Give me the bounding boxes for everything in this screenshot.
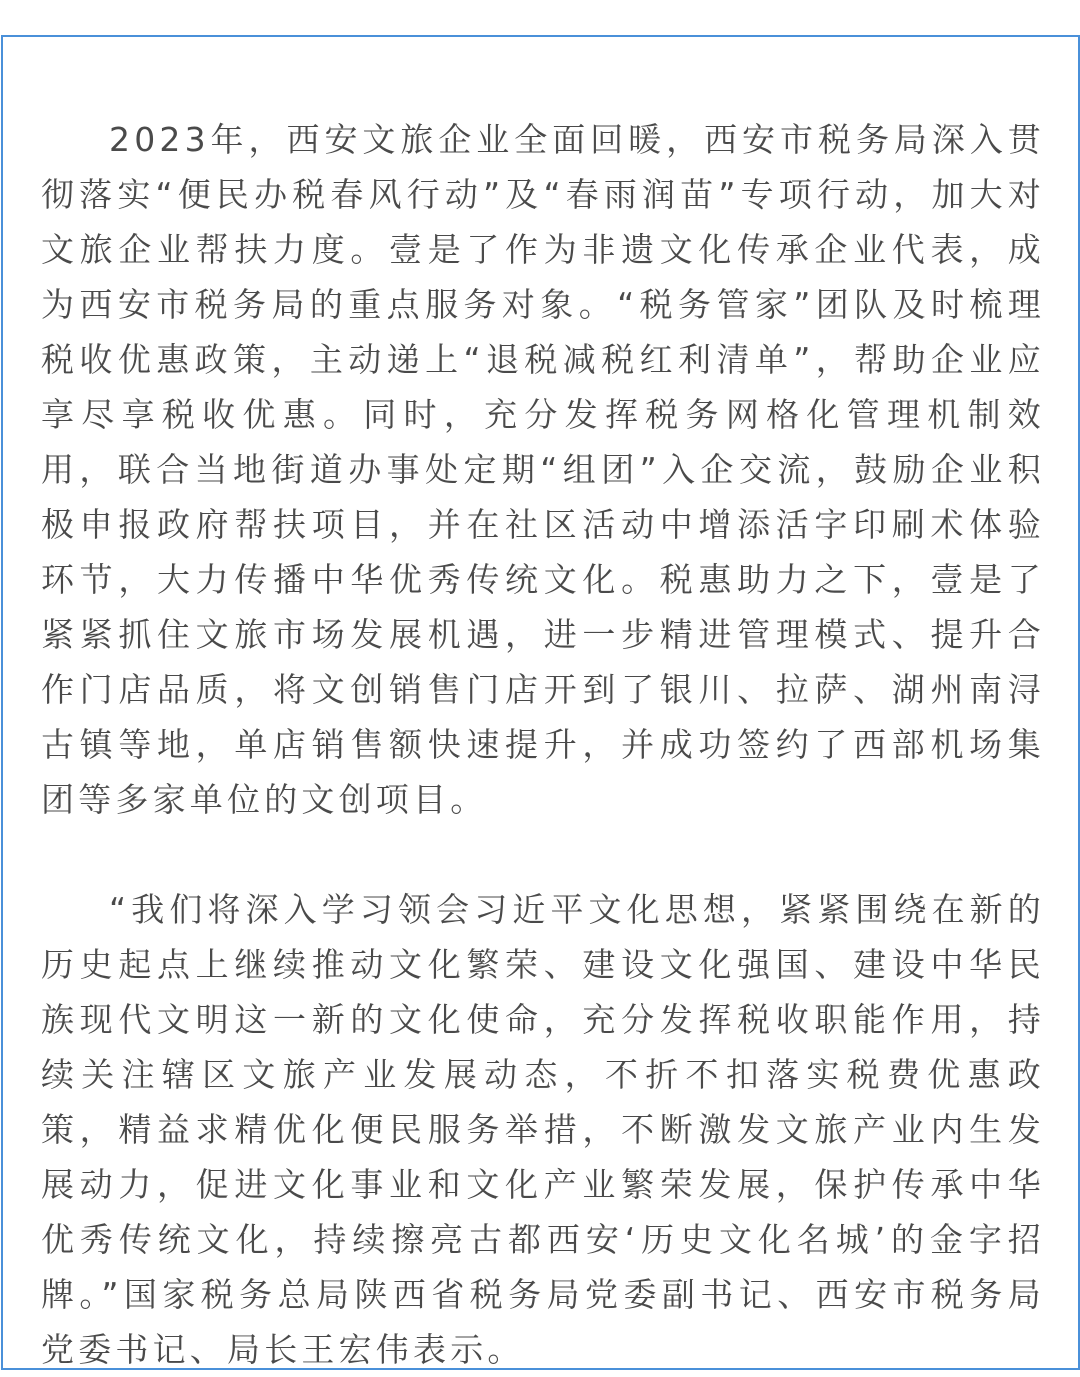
paragraph-tax-support: 2023年，西安文旅企业全面回暖，西安市税务局深入贯彻落实“便民办税春风行动”及“春雨润苗”专项行动，加大对文旅企业帮扶力度。壹是了作为非遗文化传承企业代表，成为西安市税务局的重点服务对象。“税务管家”团队及时梳理税收优惠政策，主动递上“退税减税红利清单”，帮助企业应享尽享税收优惠。同时，充分发挥税务网格化管理机制效用，联合当地街道办事处定期“组团”入企交流，鼓励企业积极申报政府帮扶项目，并在社区活动中增添活字印刷术体验环节，大力传播中华优秀传统文化。税惠助力之下，壹是了紧紧抓住文旅市场发展机遇，进一步精进管理模式、提升合作门店品质，将文创销售门店开到了银川、拉萨、湖州南浔古镇等地，单店销售额快速提升，并成功签约了西部机场集团等多家单位的文创项目。 [41,120,1045,819]
article-body [41,112,1045,1377]
article-frame [1,35,1080,1370]
paragraph-official-quote: “我们将深入学习领会习近平文化思想，紧紧围绕在新的历史起点上继续推动文化繁荣、建设文化强国、建设中华民族现代文明这一新的文化使命，充分发挥税收职能作用，持续关注辖区文旅产业发展动态，不折不扣落实税费优惠政策，精益求精优化便民服务举措，不断激发文旅产业内生发展动力，促进文化事业和文化产业繁荣发展，保护传承中华优秀传统文化，持续擦亮古都西安‘历史文化名城’的金字招牌。”国家税务总局陕西省税务局党委副书记、西安市税务局党委书记、局长王宏伟表示。 [41,890,1045,1369]
